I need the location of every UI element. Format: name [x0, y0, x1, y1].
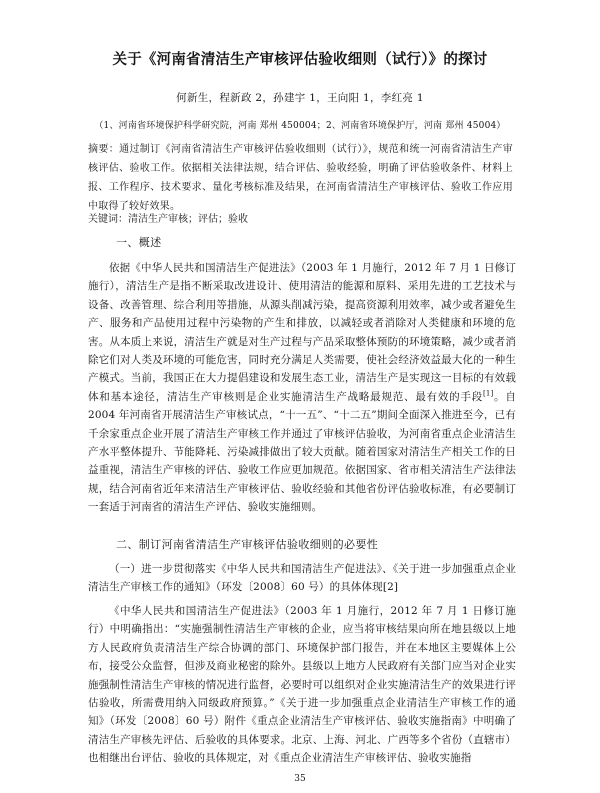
abstract: 摘要：通过制订《河南省清洁生产审核评估验收细则（试行）》，规范和统一河南省清洁生产审核评估、验收工作。依据相关法律法规，结合评估、验收经验，明确了评估验收条件、材料上报、工作程序、技术要求、量化考核标准及结果，在河南省清洁生产审核评估、验收工作应用中取得了较好效果。 — [88, 144, 513, 212]
section-heading-overview: 一、概述 — [116, 236, 162, 249]
author-affiliation: （1、河南省环境保护科学研究院，河南 郑州 450004；2、河南省环境保护厅，河南 郑州 45004） — [94, 121, 506, 131]
section-heading-necessity: 二、制订河南省清洁生产审核评估验收细则的必要性 — [116, 538, 379, 551]
author-list: 何新生，程新政 2，孙建宇 1，王向阳 1，李红亮 1 — [176, 92, 424, 104]
necessity-paragraph: 《中华人民共和国清洁生产促进法》（2003 年 1 月施行，2012 年 7 月 1 日修订施行）中明确指出：“实施强制性清洁生产审核的企业，应当将审核结果向所在地县级以上地方人民政府负责清洁生产综合协调的部门、环境保护部门报告，并在本地区主要媒体上公布，接受公众监督，但涉及商业秘密的除外。县级以上地方人民政府有关部门应当对企业实施强制性清洁生产审核的情况进行监督，必要时可以组织对企业实施清洁生产的效果进行评估验收，所需费用纳入同级政府预算。”《关于进一步加强重点企业清洁生产审核工作的通知》（环发〔2008〕60 号）附件《重点企业清洁生产审核评估、验收实施指南》中明确了清洁生产审核先评估、后验收的具体要求。北京、上海、河北、广西等多个省份（直辖市）也相继出台评估、验收的具体规定，对《重点企业清洁生产审核评估、验收实施指 — [88, 605, 516, 765]
overview-text-tail: 。自 2004 年河南省开展清洁生产审核试点，“十一五”、“十二五”期间全面深入推进至今，已有千余家重点企业开展了清洁生产审核工作并通过了审核评估验收，为河南省重点企业清洁生产水平整体提升、节能降耗、污染减排做出了较大贡献。随着国家对清洁生产相关工作的日益重视，清洁生产审核的评估、验收工作应更加规范。依据国家、省市相关清洁生产法律法规，结合河南省近年来清洁生产审核评估、验收经验和其他省份评估验收标准，有必要制订一套适于河南省的清洁生产评估、验收实施细则。 — [88, 390, 516, 514]
section-necessity-body — [88, 602, 516, 768]
paper-title: 关于《河南省清洁生产审核评估验收细则（试行）》的探讨 — [112, 52, 488, 68]
page-number: 35 — [294, 774, 306, 784]
overview-paragraph — [88, 259, 516, 517]
overview-text: 依据《中华人民共和国清洁生产促进法》（2003 年 1 月施行，2012 年 7 月 1 日修订施行），清洁生产是指不断采取改进设计、使用清洁的能源和原料、采用先进的工艺技术与设备、改善管理、综合利用等措施，从源头削减污染，提高资源利用效率，减少或者避免生产、服务和产品使用过程中污染物的产生和排放，以减轻或者消除对人类健康和环境的危害。从本质上来说，清洁生产就是对生产过程与产品采取整体预防的环境策略，减少或者消除它们对人类及环境的可能危害，同时充分满足人类需要，使社会经济效益最大化的一种生产模式。当前，我国正在大力提倡建设和发展生态工业，清洁生产是实现这一目标的有效载体和基本途径，清洁生产审核则是企业实施清洁生产战略最规范、最有效的手段 — [88, 262, 516, 403]
section-overview-body — [88, 259, 516, 517]
citation-ref: [1] — [483, 389, 494, 398]
subsection-1-text: （一）进一步贯彻落实《中华人民共和国清洁生产促进法》、《关于进一步加强重点企业清洁生产审核工作的通知》（环发〔2008〕60 号）的具体体现[2] — [88, 563, 516, 594]
subsection-heading-1 — [88, 560, 516, 597]
keywords: 关键词：清洁生产审核；评估；验收 — [88, 214, 248, 225]
